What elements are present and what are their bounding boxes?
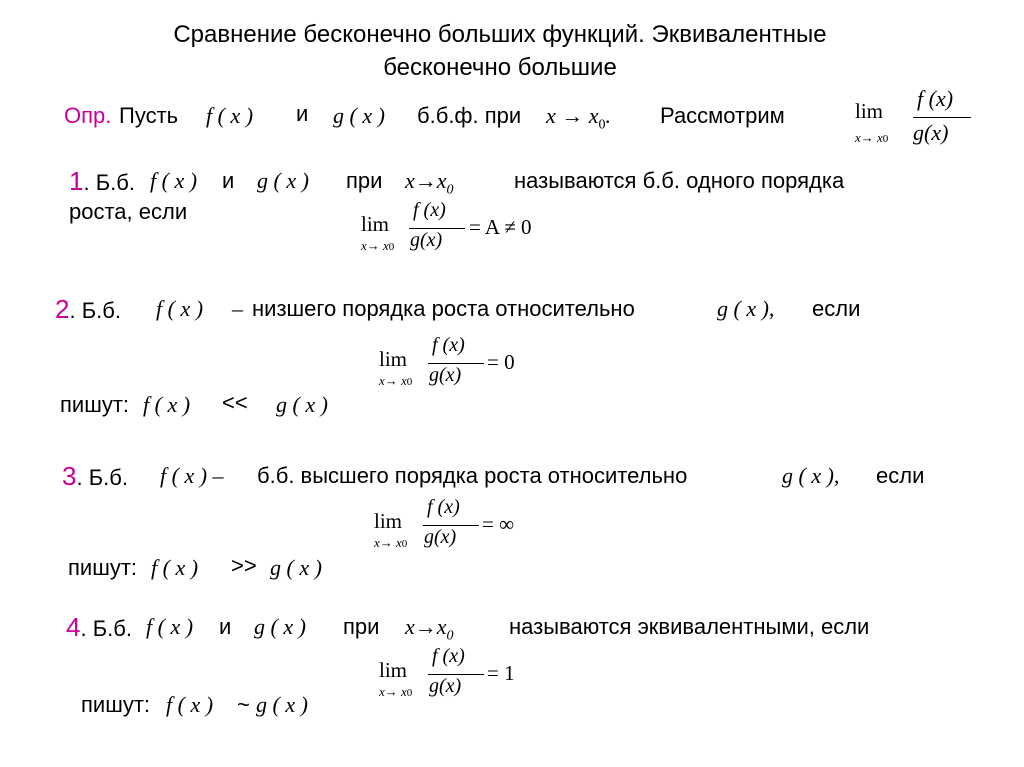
lim-subscript: [374, 535, 407, 551]
lim-word: lim: [379, 347, 408, 371]
lim-numerator: f (x): [432, 334, 465, 356]
limit-definition: [855, 86, 985, 150]
lim-rhs: = ∞: [482, 512, 515, 536]
lim-denominator: g(x): [429, 364, 462, 386]
title-line-1: Сравнение бесконечно больших функций. Эквивалентные: [173, 21, 827, 48]
lim-denominator: g(x): [410, 229, 443, 251]
limit-case4: [379, 645, 559, 709]
item4-arrow-text: x→x: [405, 614, 447, 639]
item4-f: f ( x ): [146, 614, 194, 639]
item4-number: 4: [66, 612, 81, 642]
item4-sub0: 0: [446, 628, 454, 644]
lim-word: lim: [379, 658, 408, 682]
item3-bb: . Б.б.: [76, 465, 128, 490]
slide-title: [0, 18, 1000, 84]
lim-subscript: [855, 130, 888, 146]
lim-denominator: g(x): [429, 675, 462, 697]
fraction-bar: [913, 117, 971, 118]
item2-write-f: f ( x ): [143, 392, 191, 417]
item4-write-f: f ( x ): [166, 692, 214, 717]
item2-header: [55, 294, 121, 325]
item2-dash: –: [232, 296, 243, 321]
title-line-2: бесконечно большие: [383, 54, 617, 81]
item2-write-g: g ( x ): [276, 392, 328, 417]
lim-rhs: = A ≠ 0: [469, 215, 532, 239]
definition-arrow-text: x → x: [546, 103, 599, 128]
item4-pri: при: [343, 614, 380, 639]
lim-sub0: 0: [882, 133, 889, 145]
item2-bb: . Б.б.: [69, 298, 121, 323]
lim-numerator: f (x): [427, 496, 460, 518]
lim-numerator: f (x): [413, 199, 446, 221]
lim-word: lim: [361, 212, 390, 236]
item1-pri: при: [346, 168, 383, 193]
item4-write-g: g ( x ): [256, 692, 308, 717]
item3-text: б.б. высшего порядка роста относительно: [257, 463, 688, 488]
definition-dot: .: [605, 103, 612, 128]
lim-subscript: [379, 373, 412, 389]
item1-arrow-text: x→x: [405, 168, 447, 193]
item1-text: называются б.б. одного порядка: [514, 168, 845, 193]
item3-f: f ( x ) –: [160, 463, 224, 488]
item1-sub0: 0: [446, 182, 454, 198]
definition-f: f ( x ): [206, 103, 254, 128]
item1-number: 1: [69, 166, 84, 196]
item3-number: 3: [62, 461, 77, 491]
item1-g: g ( x ): [257, 168, 309, 193]
definition-g: g ( x ): [333, 103, 385, 128]
item4-g: g ( x ): [254, 614, 306, 639]
definition-sub0: 0: [598, 117, 606, 133]
item2-write-op: <<: [222, 390, 248, 415]
lim-sub-text: x→ x: [361, 238, 389, 253]
lim-denominator: g(x): [424, 526, 457, 548]
item4-write-op: ~: [237, 692, 250, 717]
lim-numerator: f (x): [432, 645, 465, 667]
limit-case3: [374, 496, 554, 560]
item3-write-g: g ( x ): [270, 555, 322, 580]
lim-word: lim: [374, 509, 403, 533]
item4-bb: . Б.б.: [80, 616, 132, 641]
item3-write-f: f ( x ): [151, 555, 199, 580]
definition-label: Опр.: [64, 103, 112, 128]
lim-sub-text: x→ x: [379, 684, 407, 699]
item1-arrow: [405, 168, 454, 198]
item2-g: g ( x ),: [717, 296, 775, 321]
item3-header: [62, 461, 128, 492]
definition-arrow: [546, 103, 611, 133]
lim-rhs: = 0: [487, 350, 515, 374]
definition-and: и: [296, 101, 309, 126]
item4-header: [66, 612, 132, 643]
item4-and: и: [219, 614, 232, 639]
lim-subscript: [379, 684, 412, 700]
item2-text: низшего порядка роста относительно: [252, 296, 635, 321]
item2-f: f ( x ): [156, 296, 204, 321]
item3-g: g ( x ),: [782, 463, 840, 488]
lim-sub0: 0: [406, 687, 413, 699]
item3-write-op: >>: [231, 553, 257, 578]
item3-esli: если: [876, 463, 925, 488]
lim-word: lim: [855, 99, 884, 123]
lim-subscript: [361, 238, 394, 254]
item4-arrow: [405, 614, 454, 644]
lim-sub0: 0: [401, 538, 408, 550]
item2-esli: если: [812, 296, 861, 321]
lim-numerator: f (x): [917, 86, 954, 111]
lim-sub-text: x→ x: [379, 373, 407, 388]
item4-write-label: пишут:: [81, 692, 151, 717]
definition-bbf: б.б.ф. при: [417, 103, 522, 128]
item1-header: [69, 166, 135, 197]
item1-bb: . Б.б.: [83, 170, 135, 195]
item1-f: f ( x ): [150, 168, 198, 193]
lim-sub-text: x→ x: [855, 130, 883, 145]
limit-case2: [379, 334, 559, 398]
lim-denominator: g(x): [913, 120, 949, 145]
limit-case1: [361, 199, 561, 263]
lim-sub0: 0: [406, 376, 413, 388]
item1-text2: роста, если: [69, 199, 188, 224]
lim-sub0: 0: [388, 241, 395, 253]
item2-write-label: пишут:: [60, 392, 130, 417]
item1-and: и: [222, 168, 235, 193]
definition-consider: Рассмотрим: [660, 103, 785, 128]
lim-rhs: = 1: [487, 661, 515, 685]
definition-pust: Пусть: [119, 103, 179, 128]
item3-write-label: пишут:: [68, 555, 138, 580]
item2-number: 2: [55, 294, 70, 324]
item4-text: называются эквивалентными, если: [509, 614, 870, 639]
lim-sub-text: x→ x: [374, 535, 402, 550]
